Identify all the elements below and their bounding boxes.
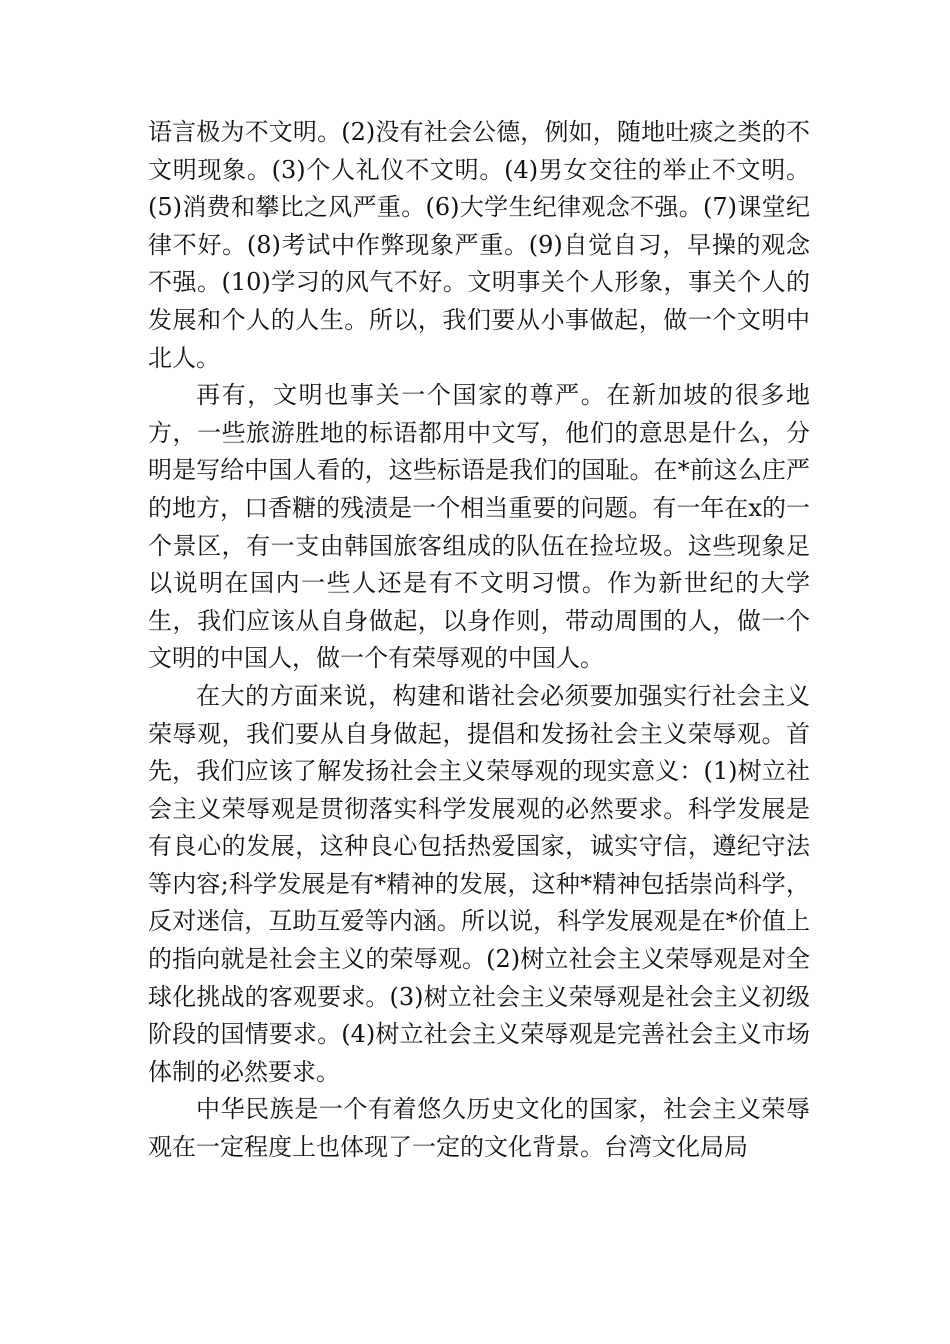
paragraph-honor-view: 在大的方面来说，构建和谐社会必须要加强实行社会主义荣辱观，我们要从自身做起，提倡和发扬社会主义荣辱观。首先，我们应该了解发扬社会主义荣辱观的现实意义：(1)树立社会主义荣辱观是贯彻落实科学发展观的必然要求。科学发展是有良心的发展，这种良心包括热爱国家，诚实守信，遵纪守法等内容;科学发展是有*精神的发展，这种*精神包括崇尚科学，反对迷信，互助互爱等内涵。所以说，科学发展观是在*价值上的指向就是社会主义的荣辱观。(2)树立社会主义荣辱观是对全球化挑战的客观要求。(3)树立社会主义荣辱观是社会主义初级阶段的国情要求。(4)树立社会主义荣辱观是完善社会主义市场体制的必然要求。 bbox=[148, 681, 810, 1086]
body-text bbox=[148, 114, 810, 1167]
paragraph-chinese-culture: 中华民族是一个有着悠久历史文化的国家，社会主义荣辱观在一定程度上也体现了一定的文化背景。台湾文化局局 bbox=[148, 1095, 810, 1162]
paragraph-continued: 语言极为不文明。(2)没有社会公德，例如，随地吐痰之类的不文明现象。(3)个人礼仪不文明。(4)男女交往的举止不文明。(5)消费和攀比之风严重。(6)大学生纪律观念不强。(7)课堂纪律不好。(8)考试中作弊现象严重。(9)自觉自习，早操的观念不强。(10)学习的风气不好。文明事关个人形象，事关个人的发展和个人的人生。所以，我们要从小事做起，做一个文明中北人。 bbox=[148, 118, 810, 372]
paragraph-national-dignity: 再有，文明也事关一个国家的尊严。在新加坡的很多地方，一些旅游胜地的标语都用中文写，他们的意思是什么，分明是写给中国人看的，这些标语是我们的国耻。在*前这么庄严的地方，口香糖的残渍是一个相当重要的问题。有一年在x的一个景区，有一支由韩国旅客组成的队伍在捡垃圾。这些现象足以说明在国内一些人还是有不文明习惯。作为新世纪的大学生，我们应该从自身做起，以身作则，带动周围的人，做一个文明的中国人，做一个有荣辱观的中国人。 bbox=[148, 381, 810, 673]
